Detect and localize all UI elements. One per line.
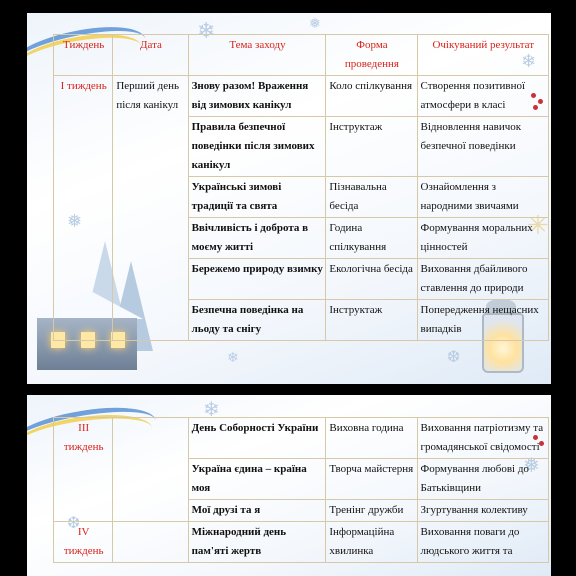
table-row — [54, 522, 549, 563]
week-cell: I тиждень — [54, 76, 113, 341]
topic-cell: Ввічливість і доброта в моєму житті — [188, 218, 326, 259]
date-cell: Перший день після канікул — [113, 76, 188, 341]
snowflake-icon: ❅ — [309, 16, 321, 32]
form-cell: Виховна година — [326, 418, 417, 459]
table-header-row — [54, 35, 549, 76]
snowflake-icon: ❄ — [197, 19, 216, 44]
form-cell: Творча майстерня — [326, 459, 417, 500]
topic-cell: Безпечна поведінка на льоду та снігу — [188, 300, 326, 341]
plan-table-1 — [53, 34, 549, 341]
result-cell: Виховання дбайливого ставлення до природи — [417, 259, 548, 300]
slide-2 — [27, 395, 551, 576]
result-cell: Формування любові до Батьківщини — [417, 459, 548, 500]
header-week: Тиждень — [54, 35, 113, 76]
form-cell: Пізнавальна бесіда — [326, 177, 417, 218]
form-cell: Тренінг дружби — [326, 500, 417, 522]
form-cell: Коло спілкування — [326, 76, 417, 117]
result-cell: Виховання поваги до людського життя та — [417, 522, 548, 563]
table-row — [54, 76, 549, 117]
snowflake-icon: ❄ — [521, 51, 537, 72]
topic-cell: Бережемо природу взимку — [188, 259, 326, 300]
snowflake-icon: ❄ — [227, 350, 239, 366]
snowflake-icon: ❅ — [67, 211, 83, 232]
week-cell: IV тиждень — [54, 522, 113, 563]
table-row — [54, 418, 549, 459]
topic-cell: Українські зимові традиції та свята — [188, 177, 326, 218]
result-cell: Виховання патріотизму та громадянської свідомості — [417, 418, 548, 459]
snowflake-icon: ❆ — [67, 513, 81, 532]
topic-cell: Мої друзі та я — [188, 500, 326, 522]
topic-cell: Україна єдина – країна моя — [188, 459, 326, 500]
form-cell: Екологічна бесіда — [326, 259, 417, 300]
snowflake-icon: ❅ — [523, 453, 540, 477]
result-cell: Згуртування колективу — [417, 500, 548, 522]
topic-cell: Міжнародний день пам'яті жертв — [188, 522, 326, 563]
plan-table-2 — [53, 417, 549, 563]
date-cell — [113, 522, 188, 563]
form-cell: Година спілкування — [326, 218, 417, 259]
result-cell: Попередження нещасних випадків — [417, 300, 548, 341]
result-cell: Відновлення навичок безпечної поведінки — [417, 117, 548, 177]
result-cell: Формування моральних цінностей — [417, 218, 548, 259]
form-cell: Інструктаж — [326, 300, 417, 341]
topic-cell: Правила безпечної поведінки після зимових канікул — [188, 117, 326, 177]
week-cell: III тиждень — [54, 418, 113, 522]
snowflake-icon: ❆ — [447, 347, 461, 366]
date-cell — [113, 418, 188, 522]
header-date: Дата — [113, 35, 188, 76]
slide-1 — [27, 13, 551, 384]
form-cell: Інформаційна хвилинка — [326, 522, 417, 563]
result-cell: Ознайомлення з народними звичаями — [417, 177, 548, 218]
header-form: Форма проведення — [326, 35, 417, 76]
header-topic: Тема заходу — [188, 35, 326, 76]
topic-cell: Знову разом! Враження від зимових канікул — [188, 76, 326, 117]
result-cell: Створення позитивної атмосфери в класі — [417, 76, 548, 117]
form-cell: Інструктаж — [326, 117, 417, 177]
snowflake-icon: ✳ — [527, 211, 549, 241]
header-result: Очікуваний результат — [417, 35, 548, 76]
snowflake-icon: ❄ — [203, 397, 220, 421]
topic-cell: День Соборності України — [188, 418, 326, 459]
